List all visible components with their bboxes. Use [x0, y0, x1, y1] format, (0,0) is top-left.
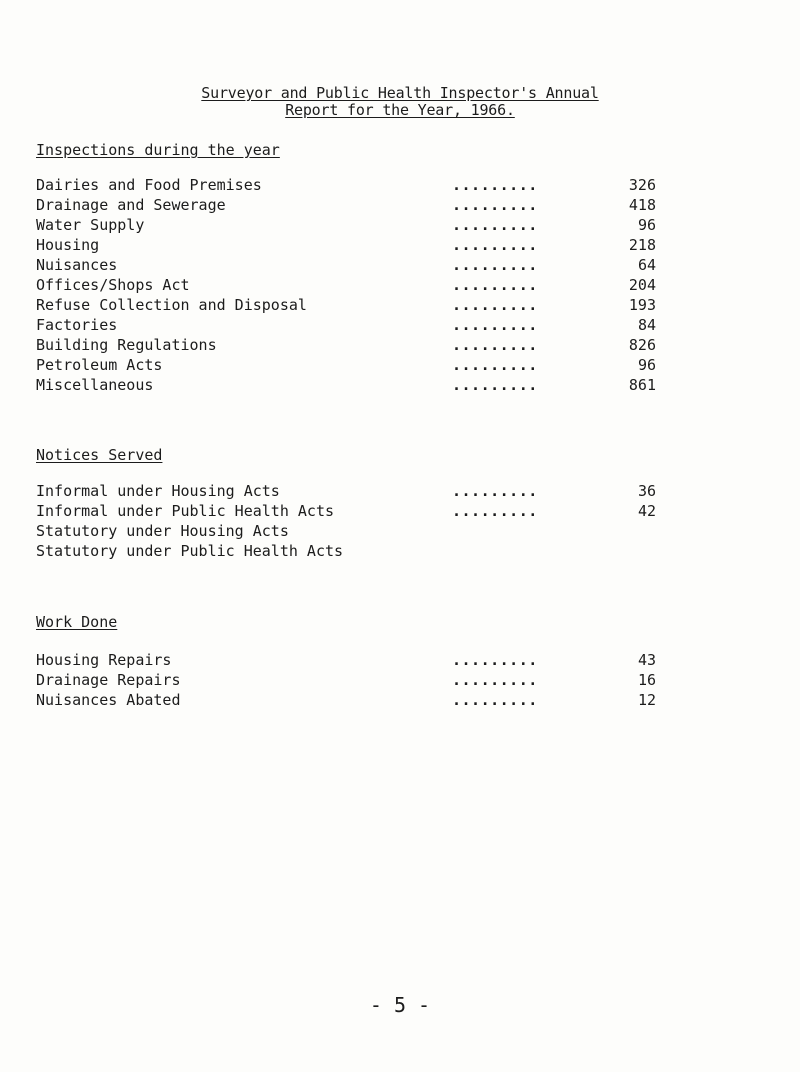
inspection-row — [36, 176, 656, 196]
inspection-row — [36, 196, 656, 216]
inspection-label: Housing — [36, 236, 100, 254]
leader-dots: ......... — [452, 691, 538, 709]
work-label: Housing Repairs — [36, 651, 172, 669]
report-title-line-2: Report for the Year, 1966. — [285, 101, 515, 119]
leader-dots: ......... — [452, 651, 538, 669]
inspection-count: 64 — [637, 256, 656, 274]
notice-row — [36, 542, 656, 562]
leader-dots: ......... — [452, 196, 538, 214]
inspection-label: Petroleum Acts — [36, 356, 163, 374]
leader-dots: ......... — [452, 296, 538, 314]
inspection-label: Dairies and Food Premises — [36, 176, 262, 194]
leader-dots: ......... — [452, 482, 538, 500]
leader-dots: ......... — [452, 376, 538, 394]
leader-dots: ......... — [452, 256, 538, 274]
inspection-count: 326 — [628, 176, 656, 194]
leader-dots: ......... — [452, 176, 538, 194]
leader-dots: ......... — [452, 236, 538, 254]
inspection-row — [36, 376, 656, 396]
report-title-line-1: Surveyor and Public Health Inspector's Annual — [201, 84, 599, 102]
inspection-label: Building Regulations — [36, 336, 217, 354]
work-row — [36, 671, 656, 691]
inspection-count: 84 — [637, 316, 656, 334]
leader-dots: ......... — [452, 316, 538, 334]
work-done-heading: Work Done — [36, 613, 118, 631]
leader-dots: ......... — [452, 356, 538, 374]
inspection-count: 96 — [637, 216, 656, 234]
inspection-label: Offices/Shops Act — [36, 276, 190, 294]
work-count: 12 — [637, 691, 656, 709]
inspection-row — [36, 356, 656, 376]
leader-dots: ......... — [452, 336, 538, 354]
inspection-label: Refuse Collection and Disposal — [36, 296, 307, 314]
inspection-label: Water Supply — [36, 216, 145, 234]
work-row — [36, 651, 656, 671]
leader-dots: ......... — [452, 671, 538, 689]
inspection-label: Miscellaneous — [36, 376, 154, 394]
inspection-row — [36, 336, 656, 356]
inspection-count: 418 — [628, 196, 656, 214]
inspection-count: 218 — [628, 236, 656, 254]
notice-label: Informal under Public Health Acts — [36, 502, 335, 520]
work-label: Drainage Repairs — [36, 671, 181, 689]
inspection-count: 861 — [628, 376, 656, 394]
notice-label: Statutory under Public Health Acts — [36, 542, 344, 560]
leader-dots: ......... — [452, 216, 538, 234]
inspections-heading: Inspections during the year — [36, 141, 280, 159]
inspection-label: Factories — [36, 316, 118, 334]
inspection-row — [36, 316, 656, 336]
notices-heading: Notices Served — [36, 446, 163, 464]
inspection-row — [36, 256, 656, 276]
notice-row — [36, 502, 656, 522]
work-row — [36, 691, 656, 711]
inspection-row — [36, 296, 656, 316]
inspection-row — [36, 216, 656, 236]
notice-count: 36 — [637, 482, 656, 500]
work-count: 16 — [637, 671, 656, 689]
work-count: 43 — [637, 651, 656, 669]
page-number: - 5 - — [369, 993, 431, 1017]
inspection-count: 204 — [628, 276, 656, 294]
notice-label: Statutory under Housing Acts — [36, 522, 289, 540]
notice-row — [36, 482, 656, 502]
inspection-row — [36, 236, 656, 256]
inspection-count: 96 — [637, 356, 656, 374]
inspection-row — [36, 276, 656, 296]
notice-row — [36, 522, 656, 542]
leader-dots: ......... — [452, 502, 538, 520]
notice-label: Informal under Housing Acts — [36, 482, 280, 500]
inspection-label: Drainage and Sewerage — [36, 196, 226, 214]
work-label: Nuisances Abated — [36, 691, 181, 709]
inspection-label: Nuisances — [36, 256, 118, 274]
notice-count: 42 — [637, 502, 656, 520]
inspection-count: 826 — [628, 336, 656, 354]
inspection-count: 193 — [628, 296, 656, 314]
leader-dots: ......... — [452, 276, 538, 294]
